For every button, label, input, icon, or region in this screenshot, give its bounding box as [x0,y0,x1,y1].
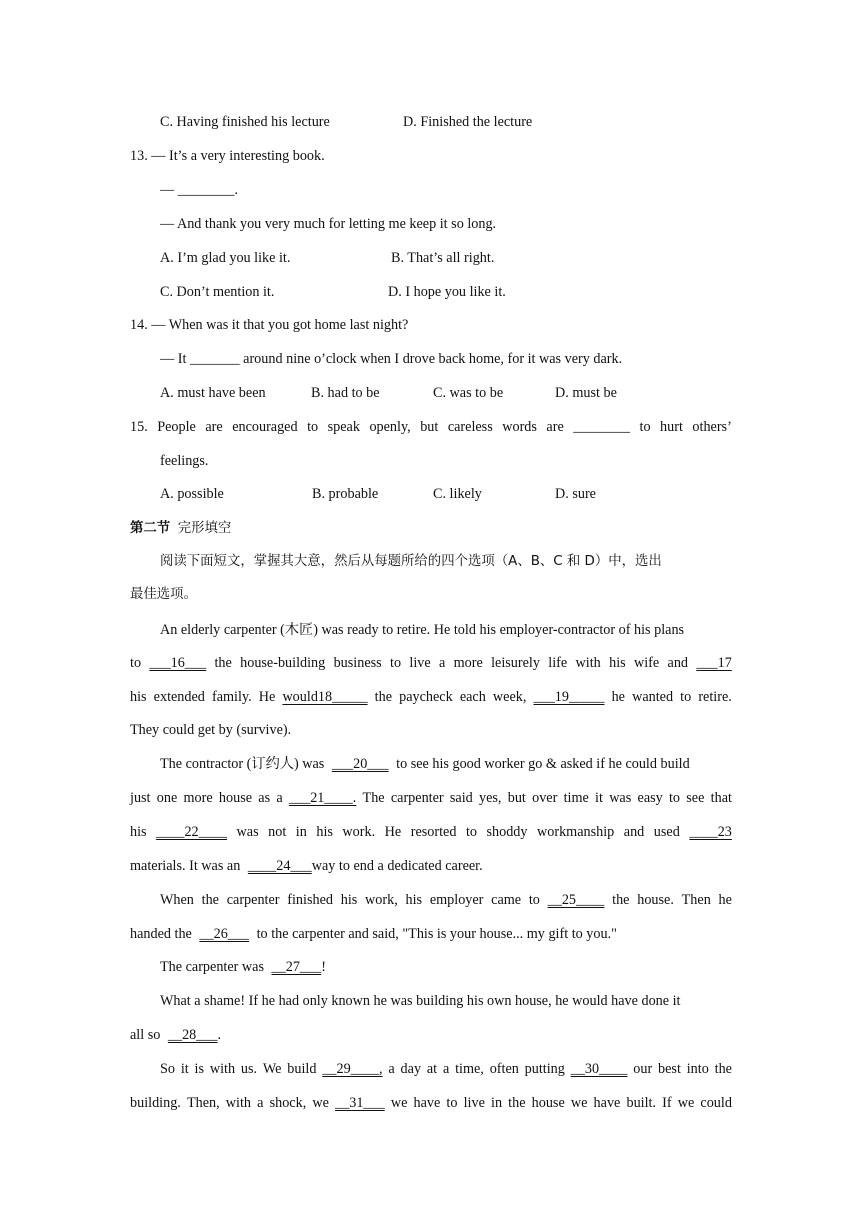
passage-p6-line-1: So it is with us. We build __29____, a day at a time, often putting __30____ our best into the [160,1061,732,1077]
q14-stem: 14. — When was it that you got home last night? [130,317,409,333]
q13-option-a: A. I’m glad you like it. [160,250,291,266]
section-subtitle: 完形填空 [177,521,232,536]
q15-blank: ________ [573,419,630,435]
blank-21: ___21____. [288,790,357,806]
q12-option-d: D. Finished the lecture [403,114,533,130]
blank-25: __25____ [547,892,605,908]
blank-28: __28___ [167,1027,218,1043]
section-heading [0,519,860,538]
q14-option-a: A. must have been [160,385,266,401]
passage-p2-line-1: The contractor (订约人) was ___20___ to see his good worker go & asked if he could build [160,756,690,772]
passage-p5-line-2: all so __28___. [130,1027,222,1043]
passage-p4: The carpenter was __27___! [160,959,326,975]
blank-22: ____22____ [156,824,228,840]
blank-23: ____23 [689,824,732,840]
blank-16: ___16___ [149,655,207,671]
passage-p3-line-2: handed the __26___ to the carpenter and said, "This is your house... my gift to you." [130,926,617,942]
q14-reply: — It _______ around nine o’clock when I drove back home, for it was very dark. [160,351,623,367]
passage-p1-line-4: They could get by (survive). [130,722,292,738]
blank-30: __30____ [570,1061,628,1077]
q15-stem-cont: feelings. [160,453,209,469]
passage-p1-line-3: his extended family. He would18_____ the paycheck each week, ___19_____ he wanted to retire. [130,689,732,705]
passage-p5-line-1: What a shame! If he had only known he was building his own house, he would have done it [160,993,681,1009]
instructions-line-2: 最佳选项。 [130,587,197,602]
q13-option-b: B. That’s all right. [391,250,495,266]
q15-option-b: B. probable [312,486,379,502]
passage-p2-line-2: just one more house as a ___21____. The carpenter said yes, but over time it was easy to see that [130,790,732,806]
blank-27: __27___ [271,959,322,975]
passage-p1-line-1: An elderly carpenter (木匠) was ready to retire. He told his employer-contractor of his plans [160,622,685,638]
q13-option-d: D. I hope you like it. [388,284,506,300]
q13-reply: — And thank you very much for letting me keep it so long. [160,216,497,232]
q15-stem: 15. People are encouraged to speak openly, but careless words are ________ to hurt others’ [130,419,732,435]
blank-26: __26___ [199,926,250,942]
blank-31: __31___ [335,1095,385,1111]
passage-p2-line-4: materials. It was an ____24___way to end a dedicated career. [130,858,483,874]
q14-option-c: C. was to be [433,385,504,401]
q13-blank-line: — ________. [160,182,239,198]
q13-option-c: C. Don’t mention it. [160,284,275,300]
passage-p1-line-2: to ___16___ the house-building business to live a more leisurely life with his wife and ___17 [130,655,732,671]
q13-stem: 13. — It’s a very interesting book. [130,148,325,164]
q14-option-b: B. had to be [311,385,380,401]
blank-18: would18_____ [282,689,368,705]
section-title: 第二节 [130,521,171,536]
passage-p3-line-1: When the carpenter finished his work, his employer came to __25____ the house. Then he [160,892,732,908]
passage-p6-line-2: building. Then, with a shock, we __31___ we have to live in the house we have built. If we could [130,1095,732,1111]
blank-24: ____24___ [247,858,312,874]
blank-19: ___19_____ [533,689,605,705]
q14-option-d: D. must be [555,385,617,401]
passage-p2-line-3: his ____22____ was not in his work. He resorted to shoddy workmanship and used ____23 [130,824,732,840]
q15-option-d: D. sure [555,486,596,502]
instructions-line-1: 阅读下面短文，掌握其大意，然后从每题所给的四个选项（A、B、C 和 D）中，选出 [160,554,662,569]
blank-17: ___17 [696,655,732,671]
q12-option-c: C. Having finished his lecture [160,114,330,130]
q15-option-a: A. possible [160,486,224,502]
blank-20: ___20___ [331,756,389,772]
q15-option-c: C. likely [433,486,482,502]
blank-29: __29____, [322,1061,383,1077]
